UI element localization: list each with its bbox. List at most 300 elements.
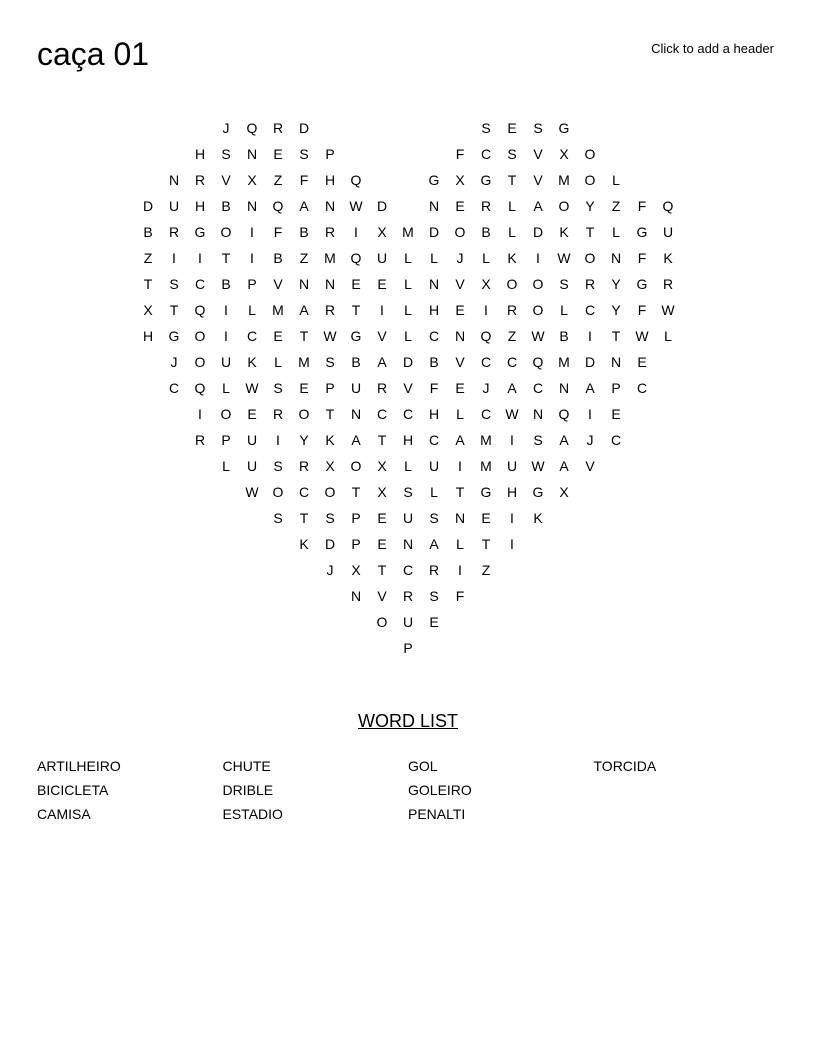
- grid-letter[interactable]: A: [377, 354, 387, 370]
- grid-letter[interactable]: W: [245, 380, 259, 396]
- grid-letter[interactable]: R: [194, 432, 206, 448]
- grid-letter[interactable]: O: [532, 302, 544, 318]
- grid-letter[interactable]: D: [142, 198, 154, 214]
- grid-letter[interactable]: E: [377, 276, 387, 292]
- grid-letter[interactable]: U: [402, 614, 414, 630]
- grid-letter[interactable]: S: [559, 276, 569, 292]
- grid-letter[interactable]: R: [584, 276, 596, 292]
- grid-letter[interactable]: O: [220, 406, 232, 422]
- grid-letter[interactable]: S: [273, 380, 283, 396]
- grid-letter[interactable]: D: [428, 224, 440, 240]
- grid-letter[interactable]: D: [298, 120, 310, 136]
- grid-letter[interactable]: O: [454, 224, 466, 240]
- grid-letter[interactable]: L: [274, 354, 282, 370]
- grid-letter[interactable]: B: [429, 354, 439, 370]
- grid-letter[interactable]: H: [428, 302, 440, 318]
- grid-letter[interactable]: L: [612, 172, 620, 188]
- grid-letter[interactable]: B: [221, 198, 231, 214]
- grid-letter[interactable]: I: [458, 458, 462, 474]
- grid-letter[interactable]: W: [531, 458, 545, 474]
- grid-letter[interactable]: U: [350, 380, 362, 396]
- grid-letter[interactable]: J: [586, 432, 594, 448]
- grid-letter[interactable]: W: [505, 406, 519, 422]
- grid-letter[interactable]: N: [454, 328, 466, 344]
- grid-letter[interactable]: U: [246, 432, 258, 448]
- grid-letter[interactable]: X: [325, 458, 335, 474]
- grid-letter[interactable]: I: [276, 432, 280, 448]
- grid-letter[interactable]: S: [481, 120, 491, 136]
- grid-letter[interactable]: I: [510, 536, 514, 552]
- word-list-item: ARTILHEIRO: [37, 758, 121, 774]
- grid-letter[interactable]: E: [273, 328, 283, 344]
- grid-letter[interactable]: Q: [350, 250, 362, 266]
- grid-letter[interactable]: F: [455, 146, 465, 162]
- grid-letter[interactable]: C: [610, 432, 622, 448]
- grid-letter[interactable]: N: [246, 146, 258, 162]
- grid-letter[interactable]: L: [508, 198, 516, 214]
- grid-letter[interactable]: J: [222, 120, 230, 136]
- grid-letter[interactable]: G: [194, 224, 206, 240]
- grid-letter[interactable]: L: [404, 250, 412, 266]
- grid-letter[interactable]: E: [273, 146, 283, 162]
- grid-letter[interactable]: R: [324, 302, 336, 318]
- grid-letter[interactable]: L: [404, 458, 412, 474]
- grid-letter[interactable]: C: [298, 484, 310, 500]
- grid-letter[interactable]: C: [428, 328, 440, 344]
- grid-letter[interactable]: L: [508, 224, 516, 240]
- grid-letter[interactable]: U: [402, 510, 414, 526]
- grid-letter[interactable]: O: [272, 484, 284, 500]
- grid-letter[interactable]: T: [299, 328, 309, 344]
- grid-letter[interactable]: T: [611, 328, 621, 344]
- grid-letter[interactable]: Q: [350, 172, 362, 188]
- grid-letter[interactable]: E: [377, 536, 387, 552]
- grid-letter[interactable]: P: [325, 380, 335, 396]
- grid-letter[interactable]: S: [273, 510, 283, 526]
- grid-letter[interactable]: T: [377, 432, 387, 448]
- grid-letter[interactable]: U: [168, 198, 180, 214]
- grid-letter[interactable]: E: [455, 380, 465, 396]
- grid-letter[interactable]: R: [194, 172, 206, 188]
- grid-letter[interactable]: C: [532, 380, 544, 396]
- grid-letter[interactable]: X: [377, 484, 387, 500]
- grid-letter[interactable]: L: [404, 276, 412, 292]
- grid-letter[interactable]: A: [507, 380, 517, 396]
- grid-letter[interactable]: M: [558, 172, 570, 188]
- grid-letter[interactable]: Q: [246, 120, 258, 136]
- grid-letter[interactable]: M: [298, 354, 310, 370]
- grid-letter[interactable]: S: [325, 354, 335, 370]
- grid-letter[interactable]: C: [246, 328, 258, 344]
- grid-letter[interactable]: W: [635, 328, 649, 344]
- grid-letter[interactable]: T: [169, 302, 179, 318]
- grid-letter[interactable]: L: [664, 328, 672, 344]
- grid-letter[interactable]: A: [351, 432, 361, 448]
- grid-letter[interactable]: L: [404, 328, 412, 344]
- grid-letter[interactable]: G: [480, 172, 492, 188]
- add-header-placeholder[interactable]: Click to add a header: [651, 41, 774, 56]
- grid-letter[interactable]: Q: [532, 354, 544, 370]
- grid-letter[interactable]: B: [559, 328, 569, 344]
- grid-letter[interactable]: O: [584, 250, 596, 266]
- grid-letter[interactable]: Z: [481, 562, 491, 578]
- grid-letter[interactable]: E: [455, 302, 465, 318]
- grid-letter[interactable]: L: [430, 484, 438, 500]
- grid-letter[interactable]: V: [455, 354, 465, 370]
- grid-letter[interactable]: M: [558, 354, 570, 370]
- grid-letter[interactable]: R: [376, 380, 388, 396]
- grid-letter[interactable]: G: [532, 484, 544, 500]
- grid-letter[interactable]: O: [584, 172, 596, 188]
- grid-letter[interactable]: Q: [272, 198, 284, 214]
- grid-letter[interactable]: S: [273, 458, 283, 474]
- grid-letter[interactable]: L: [560, 302, 568, 318]
- grid-letter[interactable]: N: [168, 172, 180, 188]
- grid-letter[interactable]: W: [245, 484, 259, 500]
- grid-letter[interactable]: E: [637, 354, 647, 370]
- grid-letter[interactable]: Y: [611, 276, 621, 292]
- grid-letter[interactable]: C: [194, 276, 206, 292]
- grid-letter[interactable]: U: [376, 250, 388, 266]
- grid-letter[interactable]: D: [376, 198, 388, 214]
- grid-letter[interactable]: U: [246, 458, 258, 474]
- grid-letter[interactable]: S: [533, 120, 543, 136]
- grid-letter[interactable]: V: [377, 588, 387, 604]
- grid-letter[interactable]: L: [482, 250, 490, 266]
- grid-letter[interactable]: Q: [480, 328, 492, 344]
- grid-letter[interactable]: T: [351, 302, 361, 318]
- grid-letter[interactable]: H: [142, 328, 154, 344]
- grid-letter[interactable]: U: [506, 458, 518, 474]
- grid-letter[interactable]: S: [221, 146, 231, 162]
- grid-letter[interactable]: N: [428, 198, 440, 214]
- grid-letter[interactable]: A: [299, 302, 309, 318]
- grid-letter[interactable]: C: [584, 302, 596, 318]
- grid-letter[interactable]: O: [298, 406, 310, 422]
- grid-letter[interactable]: A: [455, 432, 465, 448]
- grid-letter[interactable]: V: [377, 328, 387, 344]
- grid-letter[interactable]: S: [533, 432, 543, 448]
- grid-letter[interactable]: R: [428, 562, 440, 578]
- grid-letter[interactable]: R: [662, 276, 674, 292]
- grid-letter[interactable]: I: [172, 250, 176, 266]
- grid-letter[interactable]: O: [506, 276, 518, 292]
- grid-letter[interactable]: D: [324, 536, 336, 552]
- grid-letter[interactable]: I: [250, 224, 254, 240]
- grid-letter[interactable]: V: [273, 276, 283, 292]
- grid-letter[interactable]: E: [507, 120, 517, 136]
- grid-letter[interactable]: T: [221, 250, 231, 266]
- grid-letter[interactable]: V: [455, 276, 465, 292]
- grid-letter[interactable]: L: [248, 302, 256, 318]
- grid-letter[interactable]: N: [350, 406, 362, 422]
- grid-letter[interactable]: R: [506, 302, 518, 318]
- grid-letter[interactable]: S: [325, 510, 335, 526]
- grid-letter[interactable]: X: [377, 224, 387, 240]
- grid-letter[interactable]: I: [510, 510, 514, 526]
- grid-letter[interactable]: C: [376, 406, 388, 422]
- grid-letter[interactable]: R: [402, 588, 414, 604]
- grid-letter[interactable]: R: [272, 406, 284, 422]
- grid-letter[interactable]: B: [221, 276, 231, 292]
- grid-letter[interactable]: B: [273, 250, 283, 266]
- grid-letter[interactable]: Q: [194, 380, 206, 396]
- grid-letter[interactable]: J: [482, 380, 490, 396]
- grid-letter[interactable]: E: [611, 406, 621, 422]
- grid-letter[interactable]: T: [325, 406, 335, 422]
- grid-letter[interactable]: I: [354, 224, 358, 240]
- grid-letter[interactable]: C: [636, 380, 648, 396]
- grid-letter[interactable]: C: [480, 354, 492, 370]
- grid-letter[interactable]: Z: [299, 250, 309, 266]
- grid-letter[interactable]: X: [559, 484, 569, 500]
- grid-letter[interactable]: N: [428, 276, 440, 292]
- grid-letter[interactable]: S: [507, 146, 517, 162]
- grid-letter[interactable]: G: [168, 328, 180, 344]
- grid-letter[interactable]: C: [506, 354, 518, 370]
- grid-letter[interactable]: O: [194, 354, 206, 370]
- grid-letter[interactable]: A: [533, 198, 543, 214]
- grid-letter[interactable]: F: [637, 250, 647, 266]
- grid-letter[interactable]: W: [349, 198, 363, 214]
- grid-letter[interactable]: R: [480, 198, 492, 214]
- grid-letter[interactable]: X: [481, 276, 491, 292]
- grid-letter[interactable]: Z: [507, 328, 517, 344]
- grid-letter[interactable]: L: [456, 536, 464, 552]
- grid-letter[interactable]: L: [404, 302, 412, 318]
- grid-letter[interactable]: U: [428, 458, 440, 474]
- grid-letter[interactable]: V: [533, 146, 543, 162]
- grid-letter[interactable]: G: [636, 276, 648, 292]
- grid-letter[interactable]: I: [458, 562, 462, 578]
- grid-letter[interactable]: O: [376, 614, 388, 630]
- grid-letter[interactable]: I: [380, 302, 384, 318]
- grid-letter[interactable]: C: [428, 432, 440, 448]
- grid-letter[interactable]: I: [224, 328, 228, 344]
- grid-letter[interactable]: N: [532, 406, 544, 422]
- grid-letter[interactable]: O: [532, 276, 544, 292]
- grid-letter[interactable]: Y: [611, 302, 621, 318]
- grid-letter[interactable]: D: [532, 224, 544, 240]
- grid-letter[interactable]: G: [428, 172, 440, 188]
- grid-letter[interactable]: E: [351, 276, 361, 292]
- grid-letter[interactable]: Z: [273, 172, 283, 188]
- grid-letter[interactable]: H: [194, 146, 206, 162]
- grid-letter[interactable]: I: [588, 406, 592, 422]
- grid-letter[interactable]: C: [168, 380, 180, 396]
- grid-letter[interactable]: O: [350, 458, 362, 474]
- grid-letter[interactable]: O: [220, 224, 232, 240]
- grid-letter[interactable]: A: [559, 432, 569, 448]
- grid-letter[interactable]: K: [299, 536, 309, 552]
- grid-letter[interactable]: R: [324, 224, 336, 240]
- grid-letter[interactable]: I: [484, 302, 488, 318]
- grid-letter[interactable]: Y: [585, 198, 595, 214]
- grid-letter[interactable]: L: [430, 250, 438, 266]
- grid-letter[interactable]: P: [247, 276, 257, 292]
- grid-letter[interactable]: V: [533, 172, 543, 188]
- grid-letter[interactable]: E: [247, 406, 257, 422]
- grid-letter[interactable]: M: [402, 224, 414, 240]
- grid-letter[interactable]: I: [536, 250, 540, 266]
- grid-letter[interactable]: N: [402, 536, 414, 552]
- grid-letter[interactable]: V: [585, 458, 595, 474]
- grid-letter[interactable]: O: [584, 146, 596, 162]
- grid-letter[interactable]: T: [351, 484, 361, 500]
- grid-letter[interactable]: E: [429, 614, 439, 630]
- grid-letter[interactable]: P: [325, 146, 335, 162]
- grid-letter[interactable]: T: [455, 484, 465, 500]
- grid-letter[interactable]: C: [402, 406, 414, 422]
- grid-letter[interactable]: L: [456, 406, 464, 422]
- grid-letter[interactable]: J: [456, 250, 464, 266]
- grid-letter[interactable]: R: [298, 458, 310, 474]
- grid-letter[interactable]: S: [403, 484, 413, 500]
- grid-letter[interactable]: V: [403, 380, 413, 396]
- grid-letter[interactable]: G: [350, 328, 362, 344]
- grid-letter[interactable]: E: [377, 510, 387, 526]
- grid-letter[interactable]: M: [480, 432, 492, 448]
- grid-letter[interactable]: K: [533, 510, 543, 526]
- grid-letter[interactable]: F: [637, 198, 647, 214]
- grid-letter[interactable]: M: [324, 250, 336, 266]
- grid-letter[interactable]: R: [168, 224, 180, 240]
- grid-letter[interactable]: A: [429, 536, 439, 552]
- grid-letter[interactable]: T: [481, 536, 491, 552]
- grid-letter[interactable]: N: [558, 380, 570, 396]
- grid-letter[interactable]: L: [612, 224, 620, 240]
- grid-letter[interactable]: V: [221, 172, 231, 188]
- grid-letter[interactable]: Z: [143, 250, 153, 266]
- grid-letter[interactable]: T: [143, 276, 153, 292]
- grid-letter[interactable]: Q: [194, 302, 206, 318]
- grid-letter[interactable]: O: [324, 484, 336, 500]
- grid-letter[interactable]: W: [323, 328, 337, 344]
- grid-letter[interactable]: K: [247, 354, 257, 370]
- grid-letter[interactable]: I: [198, 406, 202, 422]
- grid-letter[interactable]: H: [324, 172, 336, 188]
- grid-letter[interactable]: S: [169, 276, 179, 292]
- grid-letter[interactable]: N: [350, 588, 362, 604]
- grid-letter[interactable]: N: [298, 276, 310, 292]
- grid-letter[interactable]: S: [429, 588, 439, 604]
- grid-letter[interactable]: K: [325, 432, 335, 448]
- grid-letter[interactable]: W: [557, 250, 571, 266]
- grid-letter[interactable]: A: [299, 198, 309, 214]
- grid-letter[interactable]: N: [246, 198, 258, 214]
- grid-letter[interactable]: N: [610, 250, 622, 266]
- grid-letter[interactable]: L: [222, 458, 230, 474]
- grid-letter[interactable]: B: [351, 354, 361, 370]
- grid-letter[interactable]: I: [198, 250, 202, 266]
- grid-letter[interactable]: K: [559, 224, 569, 240]
- grid-letter[interactable]: W: [531, 328, 545, 344]
- grid-letter[interactable]: B: [143, 224, 153, 240]
- grid-letter[interactable]: D: [584, 354, 596, 370]
- grid-letter[interactable]: X: [377, 458, 387, 474]
- grid-letter[interactable]: D: [402, 354, 414, 370]
- grid-letter[interactable]: B: [481, 224, 491, 240]
- grid-letter[interactable]: I: [588, 328, 592, 344]
- grid-letter[interactable]: Z: [611, 198, 621, 214]
- grid-letter[interactable]: J: [326, 562, 334, 578]
- grid-letter[interactable]: N: [454, 510, 466, 526]
- grid-letter[interactable]: H: [402, 432, 414, 448]
- grid-letter[interactable]: P: [351, 510, 361, 526]
- grid-letter[interactable]: I: [250, 250, 254, 266]
- grid-letter[interactable]: H: [194, 198, 206, 214]
- grid-letter[interactable]: P: [611, 380, 621, 396]
- grid-letter[interactable]: S: [299, 146, 309, 162]
- grid-letter[interactable]: M: [480, 458, 492, 474]
- grid-letter[interactable]: T: [585, 224, 595, 240]
- grid-letter[interactable]: E: [481, 510, 491, 526]
- grid-letter[interactable]: Q: [558, 406, 570, 422]
- grid-letter[interactable]: W: [661, 302, 675, 318]
- grid-letter[interactable]: E: [299, 380, 309, 396]
- grid-letter[interactable]: A: [585, 380, 595, 396]
- grid-letter[interactable]: U: [220, 354, 232, 370]
- grid-letter[interactable]: K: [663, 250, 673, 266]
- grid-letter[interactable]: M: [272, 302, 284, 318]
- grid-letter[interactable]: O: [558, 198, 570, 214]
- grid-letter[interactable]: P: [351, 536, 361, 552]
- grid-letter[interactable]: F: [273, 224, 283, 240]
- grid-letter[interactable]: P: [221, 432, 231, 448]
- grid-letter[interactable]: Q: [662, 198, 674, 214]
- grid-letter[interactable]: F: [299, 172, 309, 188]
- grid-letter[interactable]: F: [455, 588, 465, 604]
- grid-letter[interactable]: Y: [299, 432, 309, 448]
- grid-letter[interactable]: O: [194, 328, 206, 344]
- grid-letter[interactable]: N: [610, 354, 622, 370]
- grid-letter[interactable]: G: [558, 120, 570, 136]
- grid-letter[interactable]: J: [170, 354, 178, 370]
- grid-letter[interactable]: N: [324, 276, 336, 292]
- grid-letter[interactable]: L: [222, 380, 230, 396]
- grid-letter[interactable]: C: [480, 146, 492, 162]
- grid-letter[interactable]: H: [506, 484, 518, 500]
- grid-letter[interactable]: X: [247, 172, 257, 188]
- grid-letter[interactable]: E: [455, 198, 465, 214]
- grid-letter[interactable]: P: [403, 640, 413, 656]
- grid-letter[interactable]: T: [507, 172, 517, 188]
- grid-letter[interactable]: A: [559, 458, 569, 474]
- grid-letter[interactable]: G: [636, 224, 648, 240]
- grid-letter[interactable]: F: [637, 302, 647, 318]
- grid-letter[interactable]: S: [429, 510, 439, 526]
- grid-letter[interactable]: T: [377, 562, 387, 578]
- grid-letter[interactable]: X: [143, 302, 153, 318]
- page-title[interactable]: caça 01: [37, 36, 150, 72]
- grid-letter[interactable]: K: [507, 250, 517, 266]
- grid-letter[interactable]: R: [272, 120, 284, 136]
- grid-letter[interactable]: T: [299, 510, 309, 526]
- grid-letter[interactable]: G: [480, 484, 492, 500]
- grid-letter[interactable]: I: [510, 432, 514, 448]
- grid-letter[interactable]: B: [299, 224, 309, 240]
- grid-letter[interactable]: X: [455, 172, 465, 188]
- grid-letter[interactable]: X: [351, 562, 361, 578]
- grid-letter[interactable]: F: [429, 380, 439, 396]
- grid-letter[interactable]: C: [480, 406, 492, 422]
- grid-letter[interactable]: I: [224, 302, 228, 318]
- grid-letter[interactable]: C: [402, 562, 414, 578]
- grid-letter[interactable]: H: [428, 406, 440, 422]
- grid-letter[interactable]: U: [662, 224, 674, 240]
- grid-letter[interactable]: N: [324, 198, 336, 214]
- grid-letter[interactable]: X: [559, 146, 569, 162]
